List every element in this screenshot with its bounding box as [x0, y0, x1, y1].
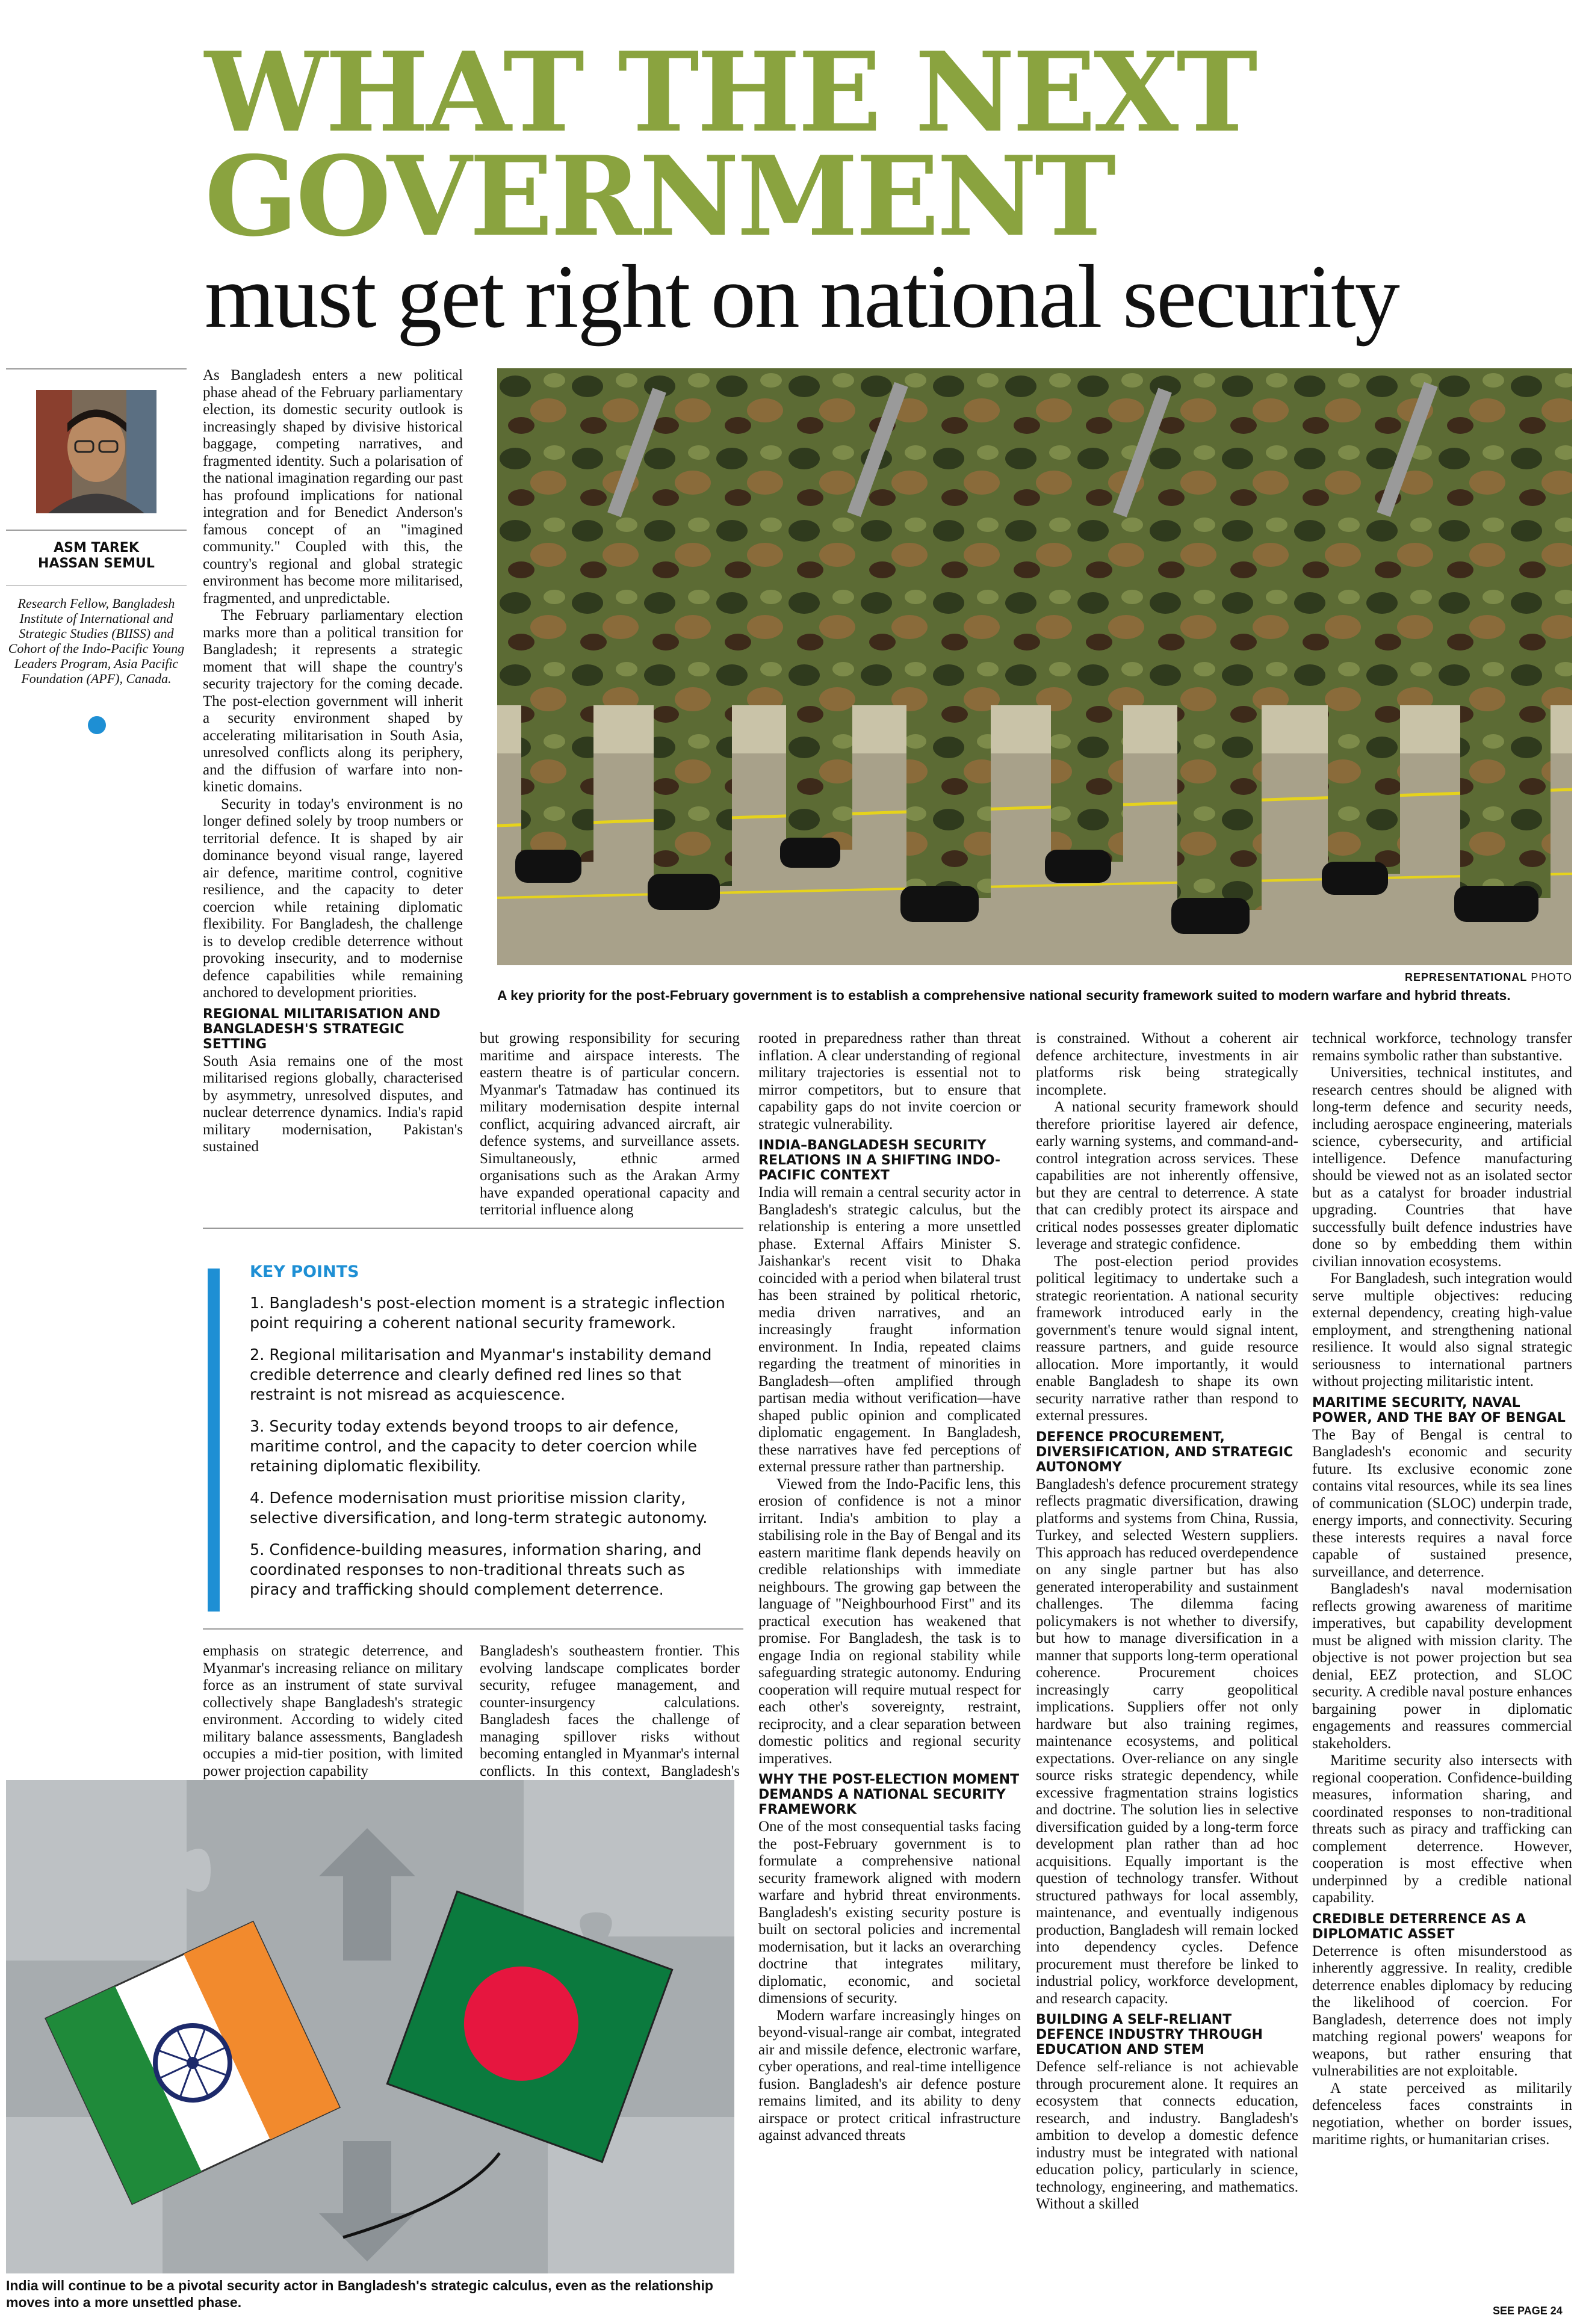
col4-para-3: The post-election period provides political legitimacy to undertake such a strategic reorientation. A national security framework introduced early in the government's tenure would signal intent, reassure partners, and guide resource allocation. More importantly, it would enable Bangladesh to shape its own security narrative rather than respond to external pressures. — [1036, 1253, 1298, 1424]
column-4 — [1036, 1030, 1298, 2318]
col5-para-2: Universities, technical institutes, and research centres should be aligned with long-term defence and security needs, including aerospace engineering, materials science, cybersecurity, and artificial intelligence. Defence manufacturing should be viewed not as an isolated sector but as a catalyst for broader industrial upgrading. Countries that have successfully built defence industries have done so by embedding them within civilian innovation ecosystems. — [1312, 1065, 1572, 1270]
column-1 — [203, 367, 463, 1210]
col3-para-2: India will remain a central security actor in Bangladesh's strategic calculus, but the relationship is entering a more unsettled phase. External Affairs Minister S. Jaishankar's recent visit to Dhaka coincided with a period when bilateral trust has been strained by political rhetoric, media driven narratives, and an increasingly fraught information environment. In India, repeated claims regarding the treatment of minorities in Bangladesh—often amplified through partisan media without verification—have shaped public opinion and complicated diplomatic engagement. In Bangladesh, these narratives have fed perceptions of external pressure rather than partnership. — [758, 1184, 1021, 1475]
author-photo — [36, 390, 156, 513]
keypoints-accent-bar — [208, 1269, 220, 1612]
col3-para-5: Modern warfare increasingly hinges on beyond-visual-range air combat, integrated air and missile defence, electronic warfare, cyber operations, and real-time intelligence fusion. Bangladesh's air defence posture remains limited, and its ability to deny airspace or protect critical infrastructure against advanced threats — [758, 2007, 1021, 2143]
lower1-para-1: emphasis on strategic deterrence, and Myanmar's increasing reliance on military force as an instrument of state survival collectively shape Bangladesh's strategic environment. According to widely cited military balance assessments, Bangladesh occupies a mid-tier position, with limited power projection capability — [203, 1643, 463, 1779]
keypoint-item-2: 2. Regional militarisation and Myanmar's instability demand credible deterrence and clearly defined red lines so that restraint is not misread as acquiescence. — [250, 1346, 712, 1404]
column-5 — [1312, 1030, 1572, 2300]
col5-para-6: Maritime security also intersects with regional cooperation. Confidence-building measures, information sharing, and coordinated responses to non-traditional threats such as piracy and trafficking can complement deterrence. However, cooperation is most effective when underpinned by a credible national capability. — [1312, 1752, 1572, 1906]
col1-para-4: South Asia remains one of the most militarised regions globally, characterised by asymmetry, unresolved disputes, and nuclear deterrence dynamics. India's rapid military modernisation, Pakistan's sustained — [203, 1052, 463, 1155]
puzzle-caption: India will continue to be a pivotal security actor in Bangladesh's strategic calculus, even as the relationship moves into a more unsettled phase. — [6, 2278, 713, 2310]
col5-para-8: A state perceived as militarily defenceless faces constraints in negotiation, whether on border issues, maritime rights, or humanitarian crises. — [1312, 2080, 1572, 2148]
col3-para-3: Viewed from the Indo-Pacific lens, this erosion of confidence is not a minor irritant. India's ambition to play a stabilising role in the Bay of Bengal and its eastern maritime flank depends heavily on credible relationships with immediate neighbours. The growing gap between the language of "Neighbourhood First" and its practical execution has weakened that promise. For Bangladesh, the task is to engage India on regional stability while safeguarding strategic autonomy. Enduring cooperation will require mutual respect for each other's sovereignty, restraint, reciprocity, and a clear separation between domestic politics and regional security imperatives. — [758, 1476, 1021, 1767]
col5-subhead-1: MARITIME SECURITY, NAVAL POWER, AND THE BAY OF BENGAL — [1312, 1395, 1566, 1426]
col4-para-5: Defence self-reliance is not achievable through procurement alone. It requires an ecosystem that connects education, research, and industry. Bangladesh's ambition to develop a domestic defence industry must be integrated with national education policy, particularly in science, technology, engineering, and mathematics. Without a skilled — [1036, 2059, 1298, 2212]
author-bio-rule — [6, 585, 187, 586]
col4-subhead-2: BUILDING A SELF-RELIANT DEFENCE INDUSTRY THROUGH EDUCATION AND STEM — [1036, 2012, 1263, 2057]
headline-line-2: GOVERNMENT — [205, 132, 1114, 261]
puzzle-image — [6, 1780, 734, 2273]
see-page-link[interactable]: SEE PAGE 24 — [1493, 2305, 1563, 2317]
photo-credit-suffix: PHOTO — [1527, 971, 1572, 983]
col4-subhead-1: DEFENCE PROCUREMENT, DIVERSIFICATION, AND STRATEGIC AUTONOMY — [1036, 1429, 1294, 1475]
keypoints-bottom-rule — [203, 1628, 743, 1630]
author-name-line-1: ASM TAREK — [54, 540, 139, 555]
col1-para-3: Security in today's environment is no longer defined solely by troop numbers or territorial defence. It is shaped by air dominance beyond visual range, layered air defence, maritime control, cognitive resilience, and the capacity to deter coercion while retaining diplomatic flexibility. For Bangladesh, the challenge is to develop credible deterrence without provoking insecurity, and to modernise defence capabilities while remaining anchored to development priorities. — [203, 796, 463, 1001]
photo-credit — [1144, 971, 1572, 984]
keypoints-list — [250, 1294, 725, 1612]
lower2-para-1: Bangladesh's southeastern frontier. This evolving landscape complicates border security, refugee management, and counter-insurgency calculations. Bangladesh faces the challenge of managing spillover risks without becoming entangled in Myanmar's internal conflicts. In this context, Bangladesh's — [480, 1643, 740, 1779]
col5-subhead-2: CREDIBLE DETERRENCE AS A DIPLOMATIC ASSET — [1312, 1911, 1526, 1942]
column-3 — [758, 1030, 1021, 2318]
headline-line-1: WHAT THE NEXT — [205, 28, 1256, 156]
photo-caption: A key priority for the post-February government is to establish a comprehensive national security framework suited to modern warfare and hybrid threats. — [497, 987, 1511, 1003]
col3-subhead-1: INDIA–BANGLADESH SECURITY RELATIONS IN A SHIFTING INDO-PACIFIC CONTEXT — [758, 1138, 1000, 1183]
photo-credit-label: REPRESENTATIONAL — [1404, 971, 1528, 983]
col1-para-1: As Bangladesh enters a new political phase ahead of the February parliamentary election, its domestic security outlook is increasingly shaped by divisive historical baggage, competing narratives, and fragmented identity. Such a polarisation of the national imagination regarding our past has profound implications for national integration and for Benedict Anderson's famous concept of an "imagined community." Coupled with this, the country's regional and global strategic environment has become more militarised, fragmented, and unpredictable. — [203, 367, 463, 607]
author-name — [6, 540, 187, 572]
col4-para-2: A national security framework should therefore prioritise layered air defence, early warning systems, and command-and-control integration across services. These capabilities are not inherently offensive, but they are central to deterrence. A state that can credibly protect its airspace and critical nodes possesses greater diplomatic leverage and strategic confidence. — [1036, 1099, 1298, 1252]
col1-subhead: REGIONAL MILITARISATION AND BANGLADESH'S STRATEGIC SETTING — [203, 1006, 441, 1052]
keypoints-title: KEY POINTS — [250, 1262, 359, 1281]
lower-column-1 — [203, 1643, 463, 1782]
col5-para-5: Bangladesh's naval modernisation reflects growing awareness of maritime imperatives, but capability development must be aligned with mission clarity. The objective is not power projection but sea denial, EEZ protection, and SLOC security. A credible naval posture enhances bargaining power in diplomatic engagements and reassures commercial stakeholders. — [1312, 1581, 1572, 1752]
col5-para-7: Deterrence is often misunderstood as inherently aggressive. In reality, credible deterrence enables diplomacy by reducing the likelihood of coercion. For Bangladesh, deterrence does not imply matching regional powers' weapons for weapons, but rather ensuring that vulnerabilities are not exploitable. — [1312, 1942, 1572, 2079]
keypoint-item-4: 4. Defence modernisation must prioritise mission clarity, selective diversification, and long-term strategic autonomy. — [250, 1489, 708, 1527]
col5-para-4: The Bay of Bengal is central to Bangladesh's economic and security future. Its exclusive economic zone contains vital resources, while its sea lines of communication (SLOC) underpin trade, energy imports, and connectivity. Securing these interests requires a naval force capable of sustained presence, surveillance, and deterrence. — [1312, 1426, 1572, 1580]
author-name-line-2: HASSAN SEMUL — [38, 556, 155, 571]
column-2 — [480, 1030, 740, 1218]
col1-para-2: The February parliamentary election marks more than a political transition for Bangladesh; it represents a strategic moment that will shape the country's security trajectory for the coming decade. The post-election government will inherit a security environment shaped by accelerating militarisation in South Asia, unresolved conflicts along its periphery, and the diffusion of warfare into non-kinetic domains. — [203, 607, 463, 795]
author-bio: Research Fellow, Bangladesh Institute of International and Strategic Studies (BIISS) and Cohort of the Indo-Pacific Young Leaders Program, Asia Pacific Foundation (APF), Canada. — [8, 596, 185, 686]
blue-dot-icon — [88, 716, 106, 734]
keypoint-item-1: 1. Bangladesh's post-election moment is a strategic inflection point requiring a coherent national security framework. — [250, 1294, 725, 1332]
keypoints-top-rule — [203, 1228, 743, 1229]
soldiers-photo — [497, 368, 1572, 965]
col3-subhead-2: WHY THE POST-ELECTION MOMENT DEMANDS A NATIONAL SECURITY FRAMEWORK — [758, 1772, 1020, 1817]
keypoint-item-5: 5. Confidence-building measures, information sharing, and coordinated responses to non-traditional threats such as piracy and trafficking should complement deterrence. — [250, 1541, 702, 1599]
author-top-rule — [6, 368, 187, 369]
col5-para-1: technical workforce, technology transfer remains symbolic rather than substantive. — [1312, 1030, 1572, 1064]
headline-subtitle: must get right on national security — [205, 247, 1399, 347]
author-mid-rule — [6, 530, 187, 531]
col3-para-4: One of the most consequential tasks facing the post-February government is to formulate a comprehensive national security framework aligned with modern warfare and hybrid threat environments. Bangladesh's existing security posture is built on sectoral policies and incremental modernisation, but it lacks an overarching doctrine that integrates military, diplomatic, economic, and societal dimensions of security. — [758, 1819, 1021, 2006]
keypoint-item-3: 3. Security today extends beyond troops to air defence, maritime control, and the capacity to deter coercion while retaining diplomatic flexibility. — [250, 1418, 698, 1476]
col3-para-1: rooted in preparedness rather than threat inflation. A clear understanding of regional military trajectories is essential not to mirror competitors, but to ensure that capability gaps do not invite coercion or strategic vulnerability. — [758, 1030, 1021, 1133]
col4-para-4: Bangladesh's defence procurement strategy reflects pragmatic diversification, drawing platforms and systems from China, Russia, Turkey, and selected Western suppliers. This approach has reduced overdependence on any single partner but has also generated interoperability and sustainment challenges. The dilemma facing policymakers is not whether to diversify, but how to manage diversification in a manner that supports long-term operational coherence. Procurement choices increasingly carry geopolitical implications. Suppliers offer not only hardware but also training regimes, maintenance ecosystems, and political expectations. Over-reliance on any single source risks strategic dependency, while excessive fragmentation strains logistics and doctrine. The solution lies in selective diversification guided by a long-term force development plan rather than ad hoc acquisitions. Equally important is the question of technology transfer. Without structured pathways for local assembly, maintenance, and eventually indigenous production, Bangladesh will remain locked into dependency cycles. Defence procurement must therefore be linked to industrial policy, workforce development, and research capacity. — [1036, 1476, 1298, 2007]
col5-para-3: For Bangladesh, such integration would serve multiple objectives: reducing external dependency, creating high-value employment, and strengthening national resilience. It would also signal strategic seriousness to international partners without projecting militaristic intent. — [1312, 1270, 1572, 1389]
col4-para-1: is constrained. Without a coherent air defence architecture, investments in air platforms risk being strategically incomplete. — [1036, 1030, 1298, 1098]
col2-para-1: but growing responsibility for securing maritime and airspace interests. The eastern theatre is of particular concern. Myanmar's Tatmadaw has continued its military modernisation despite internal conflict, acquiring advanced aircraft, air defence systems, and surveillance assets. Simultaneously, ethnic armed organisations such as the Arakan Army have expanded operational capacity and territorial influence along — [480, 1030, 740, 1218]
lower-column-2 — [480, 1643, 740, 1782]
